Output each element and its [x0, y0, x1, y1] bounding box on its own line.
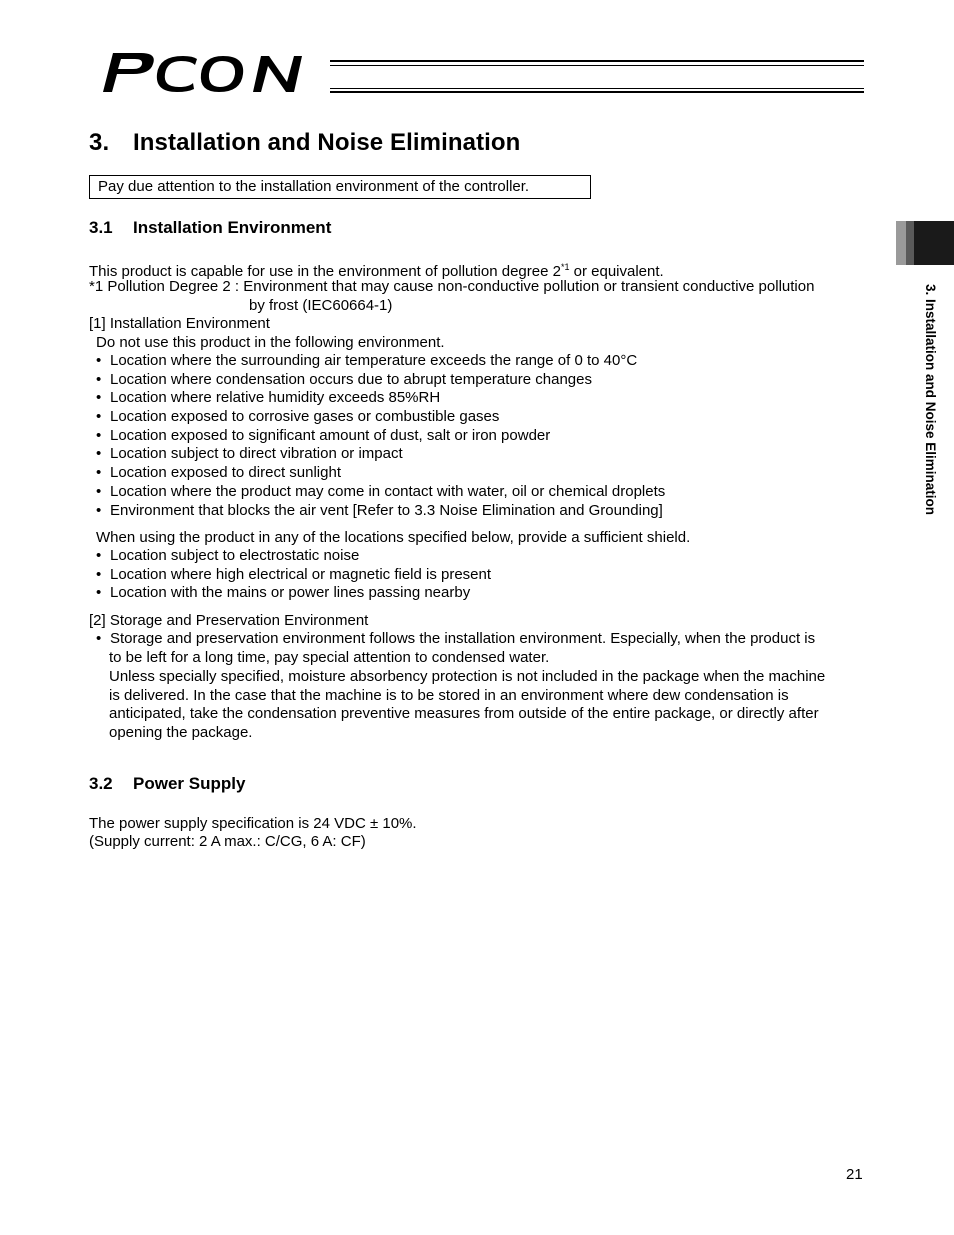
- storage-para-line: Unless specially specified, moisture absorbency protection is not included in the package when the machine: [109, 668, 826, 685]
- list-item: • Location exposed to direct sunlight: [96, 464, 341, 482]
- notice-box: Pay due attention to the installation environment of the controller.: [89, 175, 591, 199]
- header-rule: [330, 60, 864, 94]
- list-item: • Location with the mains or power lines passing nearby: [96, 584, 471, 602]
- list-item: • Location where relative humidity exceeds 85%RH: [96, 389, 441, 407]
- title-text: Installation and Noise Elimination: [133, 129, 521, 156]
- list-item: • Location where the surrounding air temperature exceeds the range of 0 to 40°C: [96, 352, 638, 369]
- installation-bullet-list: [96, 352, 665, 520]
- list-item: • Location subject to direct vibration or impact: [96, 445, 403, 463]
- section-heading-3-1: [89, 218, 331, 238]
- installation-intro: Do not use this product in the following environment.: [96, 334, 445, 351]
- page-title: [89, 129, 520, 157]
- section-heading-text: Installation Environment: [133, 218, 332, 237]
- storage-para-line: to be left for a long time, pay special attention to condensed water.: [109, 649, 550, 666]
- chapter-side-label: 3. Installation and Noise Elimination: [923, 284, 938, 516]
- list-item: • Location exposed to significant amount of dust, salt or iron powder: [96, 426, 551, 444]
- list-item: • Location where the product may come in contact with water, oil or chemical droplets: [96, 482, 666, 500]
- shield-bullet-list: [96, 547, 491, 603]
- list-item: • Environment that blocks the air vent [Refer to 3.3 Noise Elimination and Grounding]: [96, 501, 663, 519]
- footnote-line-continued: by frost (IEC60664-1): [249, 297, 393, 314]
- list-item: • Location where condensation occurs due to abrupt temperature changes: [96, 370, 592, 388]
- intro-text: This product is capable for use in the environment of pollution degree 2: [89, 263, 561, 280]
- storage-bullet: •: [96, 630, 102, 647]
- page-number: 21: [846, 1166, 863, 1183]
- chapter-tab-marker: [896, 221, 954, 265]
- storage-para-line: anticipated, take the condensation preventive measures from outside of the entire package, or directly after: [109, 705, 819, 722]
- pcon-logo: [95, 47, 335, 97]
- section-heading-text: Power Supply: [133, 774, 246, 793]
- subsection-title-storage: [2] Storage and Preservation Environment: [89, 612, 369, 629]
- footnote-line: *1 Pollution Degree 2 : Environment that may cause non-conductive pollution or transient conductive pollution: [89, 278, 815, 295]
- footnote-ref: *1: [560, 262, 570, 272]
- shield-intro: When using the product in any of the locations specified below, provide a sufficient shield.: [96, 529, 691, 546]
- storage-para-line: Storage and preservation environment follows the installation environment. Especially, when the product is: [110, 630, 816, 647]
- section-number: 3.1: [89, 218, 113, 237]
- storage-para-line: opening the package.: [109, 724, 253, 741]
- section-heading-3-2: [89, 774, 245, 794]
- list-item: • Location exposed to corrosive gases or combustible gases: [96, 408, 500, 426]
- intro-text-end: or equivalent.: [569, 263, 664, 280]
- subsection-title-installation: [1] Installation Environment: [89, 315, 270, 332]
- list-item: • Location subject to electrostatic noise: [96, 547, 360, 564]
- section-number: 3.2: [89, 774, 113, 793]
- power-current-line: (Supply current: 2 A max.: C/CG, 6 A: CF): [89, 833, 366, 850]
- storage-para-line: is delivered. In the case that the machine is to be stored in an environment where dew condensation is: [109, 687, 789, 704]
- power-spec-line: The power supply specification is 24 VDC ± 10%.: [89, 815, 417, 832]
- list-item: • Location where high electrical or magnetic field is present: [96, 565, 492, 583]
- title-number: 3.: [89, 129, 110, 156]
